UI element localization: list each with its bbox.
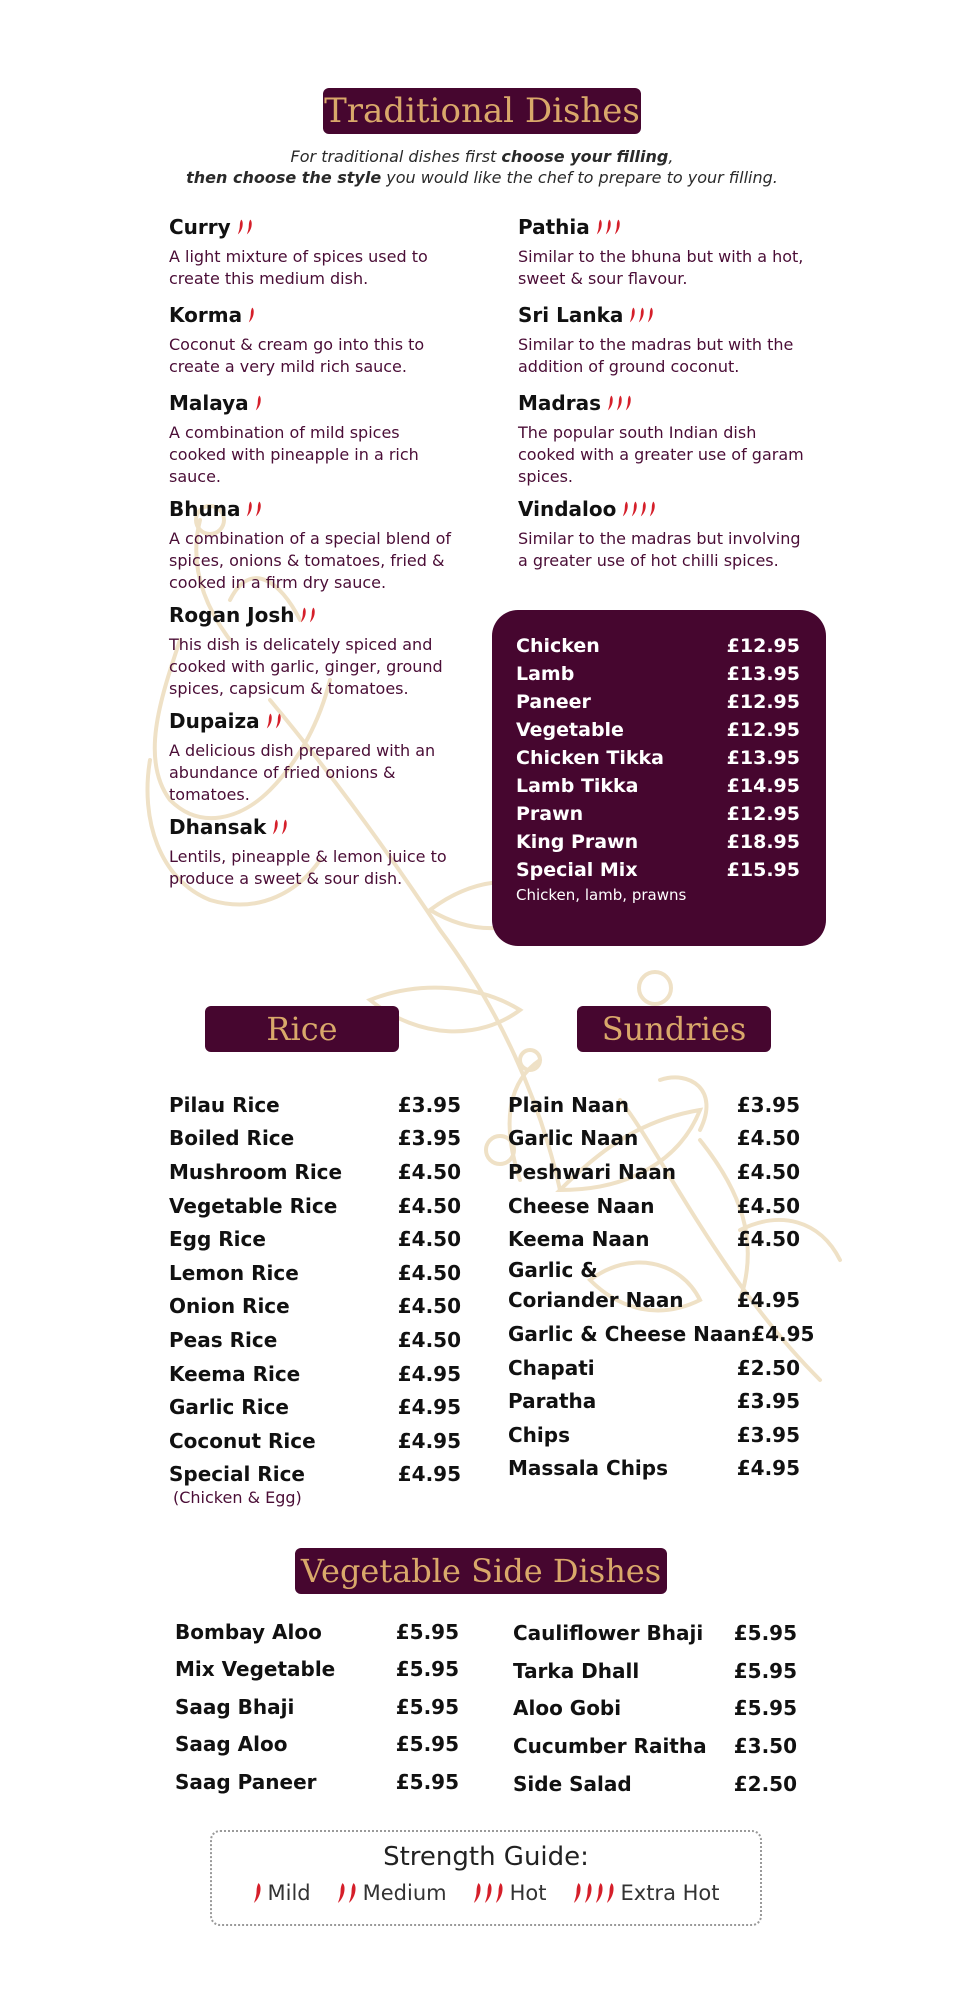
dishes-left-column — [169, 212, 469, 900]
chilli-pepper-icon — [631, 501, 638, 517]
menu-item-row — [513, 1614, 797, 1652]
dish-description-line: Lentils, pineapple & lemon juice to — [169, 847, 447, 866]
menu-item-name: Keema Naan — [508, 1227, 650, 1252]
dish-description — [169, 740, 469, 806]
fillings-list — [492, 610, 826, 884]
filling-price: £12.95 — [726, 719, 800, 741]
chilli-pepper-icon — [484, 1880, 493, 1906]
menu-item-row — [169, 1222, 461, 1256]
chilli-pepper-icon — [638, 307, 645, 323]
dish-description — [169, 422, 469, 488]
dish-item — [169, 812, 469, 890]
chilli-pepper-icon — [281, 819, 288, 835]
filling-name: Lamb Tikka — [516, 775, 639, 797]
menu-item-name: Peshwari Naan — [508, 1159, 676, 1184]
menu-item-name: Saag Paneer — [175, 1769, 317, 1794]
menu-item-row — [169, 1357, 461, 1391]
menu-item-price: £4.50 — [736, 1126, 800, 1151]
chilli-pepper-icon — [248, 307, 255, 323]
menu-item-name: Cheese Naan — [508, 1193, 655, 1218]
dish-description-line: The popular south Indian dish — [518, 423, 757, 442]
menu-item-name: Cauliflower Bhaji — [513, 1620, 704, 1645]
filling-row — [492, 856, 826, 884]
dish-name — [518, 494, 828, 524]
menu-item-name: Massala Chips — [508, 1456, 669, 1481]
menu-item-row — [169, 1189, 461, 1223]
menu-item-name: Tarka Dhall — [513, 1658, 640, 1683]
heat-rating — [272, 819, 288, 835]
intro-bold-1: choose your filling — [501, 147, 669, 166]
filling-price: £15.95 — [726, 859, 800, 881]
menu-item-name: Saag Bhaji — [175, 1694, 295, 1719]
filling-name: Vegetable — [516, 719, 624, 741]
filling-name: King Prawn — [516, 831, 639, 853]
heat-rating — [237, 219, 253, 235]
dish-description-line: spices, onions & tomatoes, fried & — [169, 551, 445, 570]
special-rice-note: (Chicken & Egg) — [173, 1488, 302, 1507]
dish-description-line: A combination of mild spices — [169, 423, 400, 442]
menu-item-row — [513, 1690, 797, 1728]
dish-description-line: Similar to the madras but with the — [518, 335, 794, 354]
dish-description-line: Similar to the bhuna but with a hot, — [518, 247, 804, 266]
chilli-pepper-icon — [616, 395, 623, 411]
dish-description-line: addition of ground coconut. — [518, 357, 740, 376]
menu-item-name: Pilau Rice — [169, 1092, 280, 1117]
menu-item-row — [508, 1088, 800, 1122]
heat-rating — [337, 1880, 357, 1906]
menu-item-price: £4.50 — [397, 1327, 461, 1352]
chilli-pepper-icon — [614, 219, 621, 235]
menu-item-row — [175, 1651, 459, 1689]
chilli-pepper-icon — [246, 219, 253, 235]
menu-item-price: £3.95 — [736, 1422, 800, 1447]
special-mix-note: Chicken, lamb, prawns — [516, 886, 687, 904]
chilli-pepper-icon — [337, 1880, 346, 1906]
dish-name-text: Korma — [169, 303, 243, 327]
chilli-pepper-icon — [573, 1880, 582, 1906]
dish-description — [169, 246, 469, 290]
dish-description — [518, 246, 828, 290]
filling-name: Special Mix — [516, 859, 638, 881]
dish-name — [169, 706, 469, 736]
dish-description-line: spices, capsicum & tomatoes. — [169, 679, 409, 698]
chilli-pepper-icon — [584, 1880, 593, 1906]
dish-description-line: cooked with a greater use of garam — [518, 445, 804, 464]
menu-item-price: £3.95 — [397, 1126, 461, 1151]
menu-item-price: £4.95 — [397, 1462, 461, 1487]
menu-item-price: £4.50 — [736, 1227, 800, 1252]
dish-name — [169, 388, 469, 418]
chilli-pepper-icon — [596, 219, 603, 235]
menu-item-row — [513, 1652, 797, 1690]
filling-price: £18.95 — [726, 831, 800, 853]
heat-rating — [266, 713, 282, 729]
rice-heading — [205, 1006, 399, 1052]
strength-level — [337, 1880, 447, 1906]
menu-item-row — [508, 1256, 800, 1284]
dish-name — [169, 212, 469, 242]
filling-name: Chicken — [516, 635, 600, 657]
dish-description-line: spices. — [518, 467, 573, 486]
chilli-pepper-icon — [272, 819, 279, 835]
dish-item — [169, 388, 469, 488]
dish-description — [169, 528, 469, 594]
dish-item — [169, 300, 469, 378]
chilli-pepper-icon — [309, 607, 316, 623]
dish-name-text: Sri Lanka — [518, 303, 624, 327]
dish-name-text: Madras — [518, 391, 601, 415]
veg-sides-title: Vegetable Side Dishes — [300, 1552, 662, 1590]
dish-name — [518, 212, 828, 242]
menu-item-name: Bombay Aloo — [175, 1619, 322, 1644]
dish-description-line: A combination of a special blend of — [169, 529, 452, 548]
dish-item — [518, 494, 828, 572]
filling-name: Chicken Tikka — [516, 747, 664, 769]
filling-row — [492, 800, 826, 828]
strength-level-label: Medium — [362, 1881, 447, 1905]
dish-item — [518, 300, 828, 378]
chilli-pepper-icon — [253, 1880, 262, 1906]
dish-item — [169, 494, 469, 594]
heat-rating — [246, 501, 262, 517]
menu-item-row — [175, 1688, 459, 1726]
filling-row — [492, 744, 826, 772]
menu-item-price: £4.50 — [736, 1193, 800, 1218]
dish-description-line: sweet & sour flavour. — [518, 269, 688, 288]
menu-item-row — [175, 1726, 459, 1764]
dish-description — [518, 528, 828, 572]
chilli-pepper-icon — [246, 501, 253, 517]
intro-text — [150, 146, 814, 188]
menu-item-price: £4.50 — [397, 1294, 461, 1319]
traditional-dishes-title: Traditional Dishes — [324, 91, 640, 131]
heat-rating — [253, 1880, 262, 1906]
menu-item-name: Mushroom Rice — [169, 1159, 343, 1184]
dish-name — [169, 494, 469, 524]
strength-level-label: Extra Hot — [620, 1881, 720, 1905]
heat-rating — [473, 1880, 504, 1906]
veg-sides-left-list — [175, 1613, 459, 1801]
dish-description-line: produce a sweet & sour dish. — [169, 869, 403, 888]
heat-rating — [248, 307, 255, 323]
menu-item-row — [169, 1458, 461, 1492]
dish-name-text: Curry — [169, 215, 231, 239]
menu-item-row — [169, 1088, 461, 1122]
dishes-right-column — [518, 212, 828, 582]
intro-text-2: , — [668, 147, 674, 166]
rice-title: Rice — [266, 1010, 338, 1048]
filling-row — [492, 632, 826, 660]
strength-guide-title: Strength Guide: — [383, 1842, 589, 1872]
dish-description-line: sauce. — [169, 467, 222, 486]
dish-description — [518, 422, 828, 488]
dish-description-line: tomatoes. — [169, 785, 250, 804]
menu-item-name: Onion Rice — [169, 1294, 290, 1319]
menu-item-price: £5.95 — [733, 1620, 797, 1645]
dish-description-line: a greater use of hot chilli spices. — [518, 551, 779, 570]
filling-price: £12.95 — [726, 691, 800, 713]
menu-item-name: Chapati — [508, 1355, 595, 1380]
menu-item-name: Side Salad — [513, 1772, 632, 1797]
menu-item-row — [508, 1189, 800, 1223]
dish-item — [518, 212, 828, 290]
menu-item-price: £3.95 — [736, 1092, 800, 1117]
dish-description-line: This dish is delicately spiced and — [169, 635, 433, 654]
dish-description — [169, 334, 469, 378]
menu-item-price: £4.50 — [397, 1193, 461, 1218]
chilli-pepper-icon — [625, 395, 632, 411]
menu-item-row — [169, 1323, 461, 1357]
menu-item-name: Keema Rice — [169, 1361, 301, 1386]
menu-item-name: Garlic Rice — [169, 1395, 289, 1420]
dish-name — [169, 300, 469, 330]
chilli-pepper-icon — [606, 1880, 615, 1906]
menu-item-price: £4.50 — [397, 1227, 461, 1252]
sundries-title: Sundries — [601, 1010, 747, 1048]
menu-item-price: £5.95 — [395, 1732, 459, 1757]
filling-name: Lamb — [516, 663, 575, 685]
heat-rating — [573, 1880, 615, 1906]
menu-item-name: Lemon Rice — [169, 1260, 299, 1285]
dish-name — [518, 388, 828, 418]
chilli-pepper-icon — [237, 219, 244, 235]
menu-item-price: £2.50 — [736, 1355, 800, 1380]
chilli-pepper-icon — [605, 219, 612, 235]
filling-row — [492, 688, 826, 716]
dish-description-line: Coconut & cream go into this to — [169, 335, 425, 354]
menu-item-price: £4.95 — [736, 1288, 800, 1313]
menu-item-price: £5.95 — [395, 1619, 459, 1644]
menu-item-price: £3.95 — [736, 1389, 800, 1414]
menu-item-price: £3.50 — [733, 1734, 797, 1759]
menu-item-name: Chips — [508, 1422, 570, 1447]
heat-rating — [255, 395, 262, 411]
heat-rating — [629, 307, 654, 323]
menu-item-row — [508, 1222, 800, 1256]
chilli-pepper-icon — [640, 501, 647, 517]
menu-item-price: £5.95 — [733, 1658, 797, 1683]
menu-item-name: Cucumber Raitha — [513, 1734, 707, 1759]
menu-item-row — [508, 1451, 800, 1485]
menu-item-row — [508, 1284, 800, 1318]
chilli-pepper-icon — [649, 501, 656, 517]
menu-item-price: £4.95 — [397, 1428, 461, 1453]
dish-description-line: create a very mild rich sauce. — [169, 357, 407, 376]
menu-item-row — [513, 1727, 797, 1765]
filling-price: £12.95 — [726, 803, 800, 825]
dish-description — [518, 334, 828, 378]
filling-name: Prawn — [516, 803, 584, 825]
dish-description-line: A delicious dish prepared with an — [169, 741, 436, 760]
menu-item-name: Peas Rice — [169, 1327, 278, 1352]
menu-item-name: Garlic Naan — [508, 1126, 639, 1151]
filling-price: £13.95 — [726, 663, 800, 685]
filling-row — [492, 716, 826, 744]
filling-price: £12.95 — [726, 635, 800, 657]
dish-description-line: create this medium dish. — [169, 269, 369, 288]
menu-item-price: £4.95 — [751, 1321, 815, 1346]
dish-name-text: Dupaiza — [169, 709, 260, 733]
menu-item-name: Boiled Rice — [169, 1126, 295, 1151]
fillings-price-box — [492, 610, 826, 946]
sundries-heading — [577, 1006, 771, 1052]
chilli-pepper-icon — [595, 1880, 604, 1906]
dish-description-line: Similar to the madras but involving — [518, 529, 801, 548]
menu-item-name: Paratha — [508, 1389, 597, 1414]
menu-item-row — [169, 1256, 461, 1290]
strength-guide — [210, 1830, 762, 1926]
menu-item-price: £5.95 — [395, 1694, 459, 1719]
chilli-pepper-icon — [275, 713, 282, 729]
dish-name-text: Dhansak — [169, 815, 267, 839]
menu-item-row — [508, 1351, 800, 1385]
filling-name: Paneer — [516, 691, 591, 713]
veg-sides-right-list — [513, 1614, 797, 1803]
strength-level — [473, 1880, 547, 1906]
heat-rating — [622, 501, 656, 517]
strength-level — [573, 1880, 720, 1906]
dish-description — [169, 634, 469, 700]
dish-name — [169, 600, 469, 630]
menu-item-row — [508, 1155, 800, 1189]
menu-item-name: Garlic & Cheese Naan — [508, 1321, 752, 1346]
menu-item-name: Aloo Gobi — [513, 1696, 622, 1721]
chilli-pepper-icon — [255, 501, 262, 517]
dish-name-text: Bhuna — [169, 497, 241, 521]
menu-item-name: Special Rice — [169, 1462, 305, 1487]
dish-description-line: cooked with garlic, ginger, ground — [169, 657, 443, 676]
menu-item-name: Vegetable Rice — [169, 1193, 338, 1218]
strength-level-label: Mild — [267, 1881, 311, 1905]
chilli-pepper-icon — [495, 1880, 504, 1906]
intro-bold-2: then choose the style — [186, 168, 382, 187]
menu-item-row — [513, 1765, 797, 1803]
heat-rating — [607, 395, 632, 411]
intro-line-1 — [150, 146, 814, 167]
menu-item-price: £4.95 — [397, 1361, 461, 1386]
dish-item — [518, 388, 828, 488]
menu-item-price: £5.95 — [395, 1657, 459, 1682]
intro-line-2 — [150, 167, 814, 188]
menu-item-row — [169, 1390, 461, 1424]
filling-row — [492, 660, 826, 688]
chilli-pepper-icon — [622, 501, 629, 517]
traditional-dishes-heading — [323, 88, 641, 134]
strength-level — [253, 1880, 311, 1906]
strength-guide-levels — [212, 1880, 760, 1906]
rice-price-list — [169, 1088, 461, 1491]
menu-item-name: Plain Naan — [508, 1092, 630, 1117]
menu-item-price: £4.50 — [397, 1159, 461, 1184]
menu-item-row — [508, 1317, 815, 1351]
dish-name — [518, 300, 828, 330]
chilli-pepper-icon — [255, 395, 262, 411]
menu-item-price: £5.95 — [395, 1769, 459, 1794]
menu-item-price: £4.95 — [397, 1395, 461, 1420]
chilli-pepper-icon — [473, 1880, 482, 1906]
menu-item-price: £4.50 — [736, 1159, 800, 1184]
menu-item-row — [175, 1613, 459, 1651]
dish-description-line: abundance of fried onions & — [169, 763, 396, 782]
menu-item-name: Coriander Naan — [508, 1288, 684, 1313]
menu-item-row — [508, 1418, 800, 1452]
menu-item-row — [175, 1763, 459, 1801]
menu-item-price: £5.95 — [733, 1696, 797, 1721]
chilli-pepper-icon — [266, 713, 273, 729]
chilli-pepper-icon — [647, 307, 654, 323]
dish-item — [169, 706, 469, 806]
menu-item-row — [169, 1155, 461, 1189]
menu-item-row — [169, 1290, 461, 1324]
dish-name-text: Rogan Josh — [169, 603, 295, 627]
dish-description-line: cooked in a firm dry sauce. — [169, 573, 387, 592]
menu-item-row — [169, 1424, 461, 1458]
menu-item-price: £3.95 — [397, 1092, 461, 1117]
dish-description-line: cooked with pineapple in a rich — [169, 445, 419, 464]
intro-text-1: For traditional dishes first — [290, 147, 502, 166]
chilli-pepper-icon — [300, 607, 307, 623]
dish-item — [169, 600, 469, 700]
intro-text-3: you would like the chef to prepare to your filling. — [381, 168, 778, 187]
chilli-pepper-icon — [629, 307, 636, 323]
heat-rating — [596, 219, 621, 235]
filling-row — [492, 828, 826, 856]
menu-item-name: Garlic & — [508, 1257, 598, 1282]
menu-item-price: £4.95 — [736, 1456, 800, 1481]
dish-name — [169, 812, 469, 842]
filling-price: £13.95 — [726, 747, 800, 769]
dish-name-text: Malaya — [169, 391, 249, 415]
dish-description-line: A light mixture of spices used to — [169, 247, 428, 266]
menu-item-row — [508, 1384, 800, 1418]
menu-item-name: Mix Vegetable — [175, 1657, 336, 1682]
dish-description — [169, 846, 469, 890]
menu-item-row — [508, 1122, 800, 1156]
dish-name-text: Vindaloo — [518, 497, 617, 521]
chilli-pepper-icon — [607, 395, 614, 411]
menu-item-name: Saag Aloo — [175, 1732, 288, 1757]
dish-item — [169, 212, 469, 290]
menu-item-name: Egg Rice — [169, 1227, 266, 1252]
menu-item-row — [169, 1122, 461, 1156]
menu-item-price: £4.50 — [397, 1260, 461, 1285]
menu-item-name: Coconut Rice — [169, 1428, 316, 1453]
filling-row — [492, 772, 826, 800]
strength-level-label: Hot — [509, 1881, 547, 1905]
dish-name-text: Pathia — [518, 215, 590, 239]
veg-sides-heading — [295, 1548, 667, 1594]
filling-price: £14.95 — [726, 775, 800, 797]
chilli-pepper-icon — [348, 1880, 357, 1906]
sundries-price-list — [508, 1088, 815, 1485]
menu-item-price: £2.50 — [733, 1772, 797, 1797]
heat-rating — [300, 607, 316, 623]
